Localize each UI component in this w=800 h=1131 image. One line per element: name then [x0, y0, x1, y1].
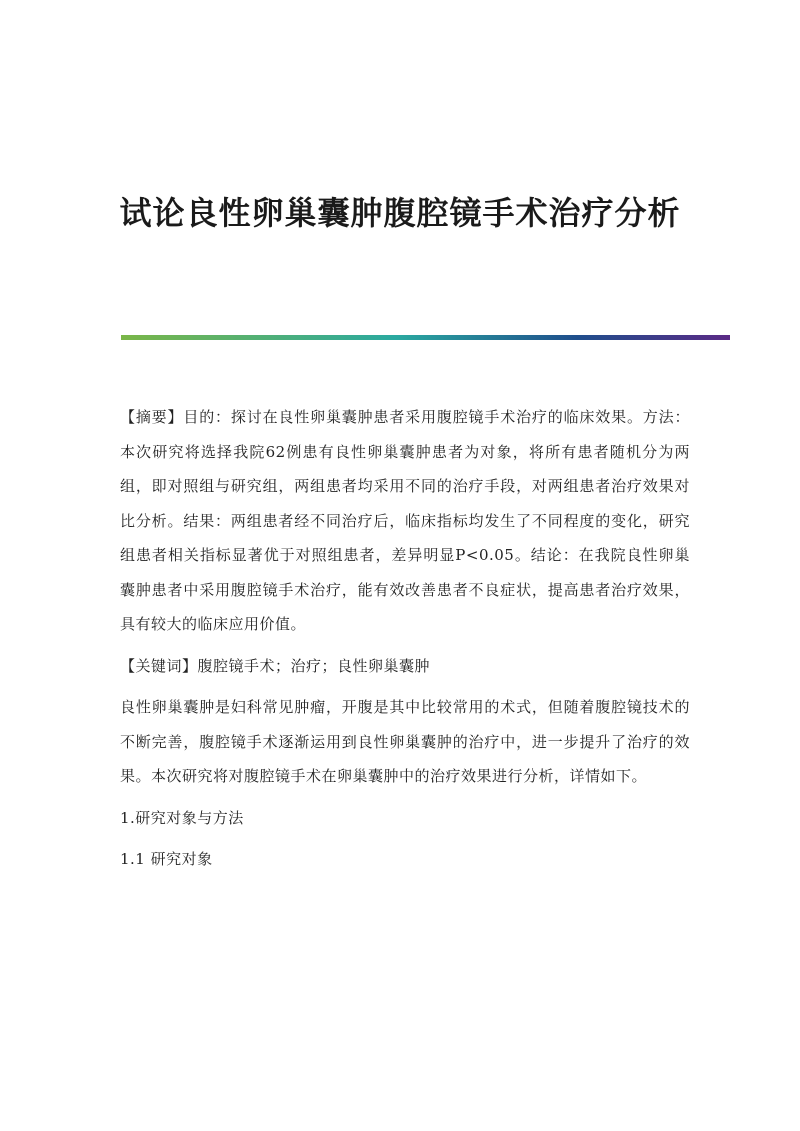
abstract-paragraph: 【摘要】目的：探讨在良性卵巢囊肿患者采用腹腔镜手术治疗的临床效果。方法：本次研究将选择我院62例患有良性卵巢囊肿患者为对象，将所有患者随机分为两组，即对照组与研究组，两组患者均采用不同的治疗手段，对两组患者治疗效果对比分析。结果：两组患者经不同治疗后，临床指标均发生了不同程度的变化，研究组患者相关指标显著优于对照组患者，差异明显P<0.05。结论：在我院良性卵巢囊肿患者中采用腹腔镜手术治疗，能有效改善患者不良症状，提高患者治疗效果，具有较大的临床应用价值。: [120, 408, 690, 633]
section-heading-1-1: 1.1 研究对象: [120, 850, 213, 868]
section-heading-1: 1.研究对象与方法: [120, 808, 244, 827]
document-title: 试论良性卵巢囊肿腹腔镜手术治疗分析: [119, 194, 681, 232]
document-body: [120, 400, 690, 884]
intro-paragraph: 良性卵巢囊肿是妇科常见肿瘤，开腹是其中比较常用的术式，但随着腹腔镜技术的不断完善，腹腔镜手术逐渐运用到良性卵巢囊肿的治疗中，进一步提升了治疗的效果。本次研究将对腹腔镜手术在卵巢囊肿中的治疗效果进行分析，详情如下。: [120, 698, 690, 785]
gradient-divider: [121, 335, 730, 340]
keywords-paragraph: 【关键词】腹腔镜手术；治疗；良性卵巢囊肿: [120, 656, 431, 675]
